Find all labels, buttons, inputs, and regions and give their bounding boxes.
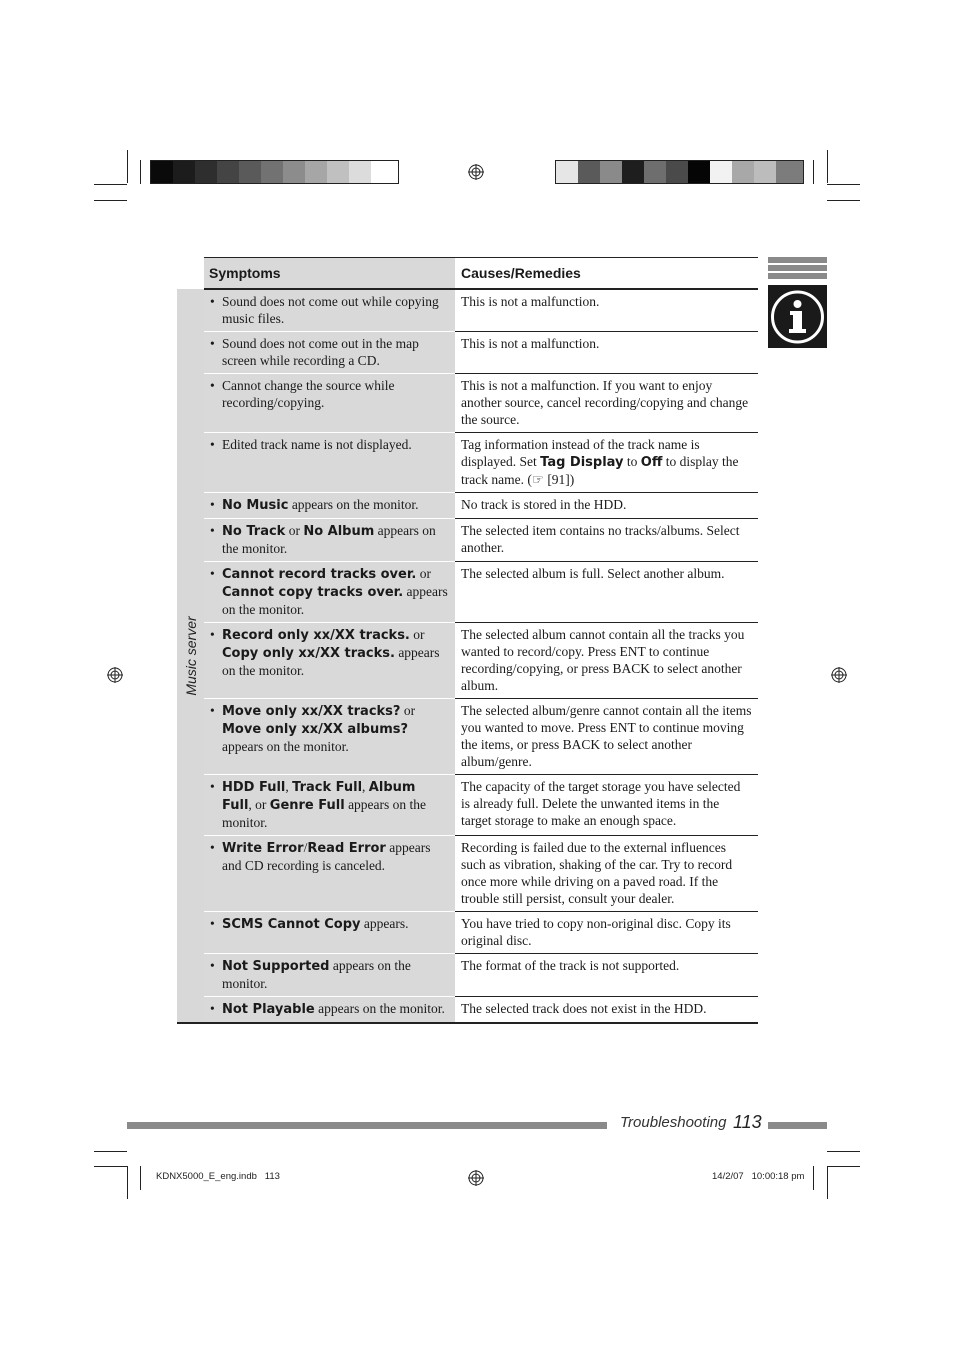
cause: The capacity of the target storage you have selected is already full. Delete the unwanted items in the target storage to make an enough space. bbox=[461, 779, 741, 828]
info-tab-stripes bbox=[768, 257, 827, 281]
table-row bbox=[177, 374, 758, 433]
section-label: Music server bbox=[182, 615, 199, 696]
symptom: • Not Playable appears on the monitor. bbox=[204, 997, 455, 1022]
table-row bbox=[177, 332, 758, 374]
table-row bbox=[177, 997, 758, 1024]
registration-mark-icon bbox=[468, 1170, 484, 1186]
cause: Recording is failed due to the external influences such as vibration, shaking of the car. Try to record once more while driving on a paved road. If the trouble still persist, consult your dealer. bbox=[461, 840, 733, 906]
cause: The format of the track is not supported. bbox=[461, 958, 680, 973]
table-header bbox=[177, 258, 758, 290]
table-row bbox=[177, 493, 758, 519]
table-row bbox=[177, 836, 758, 912]
table-row bbox=[177, 775, 758, 836]
section-label-cell bbox=[177, 289, 204, 1023]
cause: This is not a malfunction. If you want to enjoy another source, cancel recording/copying and change the source. bbox=[461, 378, 749, 427]
crop-mark bbox=[94, 184, 127, 185]
cause: The selected album cannot contain all the tracks you wanted to record/copy. Press ENT to continue recording/copying, or press BACK to select another album. bbox=[461, 627, 745, 693]
cause: This is not a malfunction. bbox=[461, 336, 600, 351]
print-file-name: KDNX5000_E_eng.indb 113 bbox=[156, 1171, 280, 1182]
registration-mark-icon bbox=[107, 667, 123, 683]
crop-mark bbox=[813, 160, 814, 184]
symptom: • Sound does not come out while copying music files. bbox=[204, 290, 455, 331]
cause: No track is stored in the HDD. bbox=[461, 497, 627, 512]
symptom: • Not Supported appears on the monitor. bbox=[204, 954, 455, 996]
crop-mark bbox=[94, 1151, 127, 1152]
header-symptoms: Symptoms bbox=[204, 258, 455, 290]
cause: The selected album/genre cannot contain all the items you wanted to move. Press ENT to continue moving the items, or press BACK to select another album/genre. bbox=[461, 703, 752, 769]
symptom: • Cannot record tracks over. or Cannot copy tracks over. appears on the monitor. bbox=[204, 562, 455, 622]
crop-mark bbox=[127, 150, 128, 183]
page-number: 113 bbox=[733, 1112, 762, 1132]
crop-mark bbox=[127, 1166, 128, 1199]
symptom: • HDD Full, Track Full, Album Full, or Genre Full appears on the monitor. bbox=[204, 775, 455, 835]
footer-section: Troubleshooting bbox=[620, 1114, 727, 1131]
footer-bar-left bbox=[127, 1122, 607, 1129]
symptom: • Record only xx/XX tracks. or Copy only xx/XX tracks. appears on the monitor. bbox=[204, 623, 455, 683]
symptom: • Cannot change the source while recording/copying. bbox=[204, 374, 455, 415]
crop-mark bbox=[94, 1166, 127, 1167]
cause: The selected album is full. Select another album. bbox=[461, 566, 725, 581]
color-bar-left bbox=[150, 160, 399, 184]
table-row bbox=[177, 699, 758, 775]
cause: You have tried to copy non-original disc. Copy its original disc. bbox=[461, 916, 731, 948]
crop-mark bbox=[827, 1151, 860, 1152]
crop-mark bbox=[827, 184, 860, 185]
crop-mark bbox=[827, 200, 860, 201]
cause: This is not a malfunction. bbox=[461, 294, 600, 309]
symptom: • Sound does not come out in the map screen while recording a CD. bbox=[204, 332, 455, 373]
symptom: • No Track or No Album appears on the monitor. bbox=[204, 519, 455, 561]
cause: The selected track does not exist in the HDD. bbox=[461, 1001, 707, 1016]
registration-mark-icon bbox=[831, 667, 847, 683]
cause: Tag information instead of the track name is displayed. Set Tag Display to Off to display the track name. (☞ [91]) bbox=[461, 437, 739, 487]
crop-mark bbox=[827, 150, 828, 183]
crop-mark bbox=[827, 1166, 860, 1167]
info-icon bbox=[768, 285, 827, 348]
crop-mark bbox=[813, 1166, 814, 1190]
troubleshooting-table bbox=[177, 257, 758, 1024]
color-bar-right bbox=[555, 160, 804, 184]
table-row bbox=[177, 433, 758, 493]
crop-mark bbox=[94, 200, 127, 201]
crop-mark bbox=[140, 1166, 141, 1190]
info-tab bbox=[768, 285, 827, 348]
symptom: • No Music appears on the monitor. bbox=[204, 493, 455, 518]
crop-mark bbox=[827, 1166, 828, 1199]
table-row bbox=[177, 562, 758, 623]
crop-mark bbox=[140, 160, 141, 184]
footer-bar-right bbox=[768, 1122, 827, 1129]
print-timestamp: 14/2/07 10:00:18 pm bbox=[712, 1171, 805, 1182]
table-row bbox=[177, 519, 758, 562]
table-row bbox=[177, 623, 758, 699]
header-causes: Causes/Remedies bbox=[455, 258, 758, 290]
table-row bbox=[177, 289, 758, 332]
symptom: • Move only xx/XX tracks? or Move only xx/XX albums? appears on the monitor. bbox=[204, 699, 455, 759]
cause: The selected item contains no tracks/albums. Select another. bbox=[461, 523, 740, 555]
table-row bbox=[177, 912, 758, 954]
symptom: • Write Error/Read Error appears and CD recording is canceled. bbox=[204, 836, 455, 878]
symptom: • Edited track name is not displayed. bbox=[204, 433, 455, 457]
table-row bbox=[177, 954, 758, 997]
symptom: • SCMS Cannot Copy appears. bbox=[204, 912, 455, 937]
registration-mark-icon bbox=[468, 164, 484, 180]
